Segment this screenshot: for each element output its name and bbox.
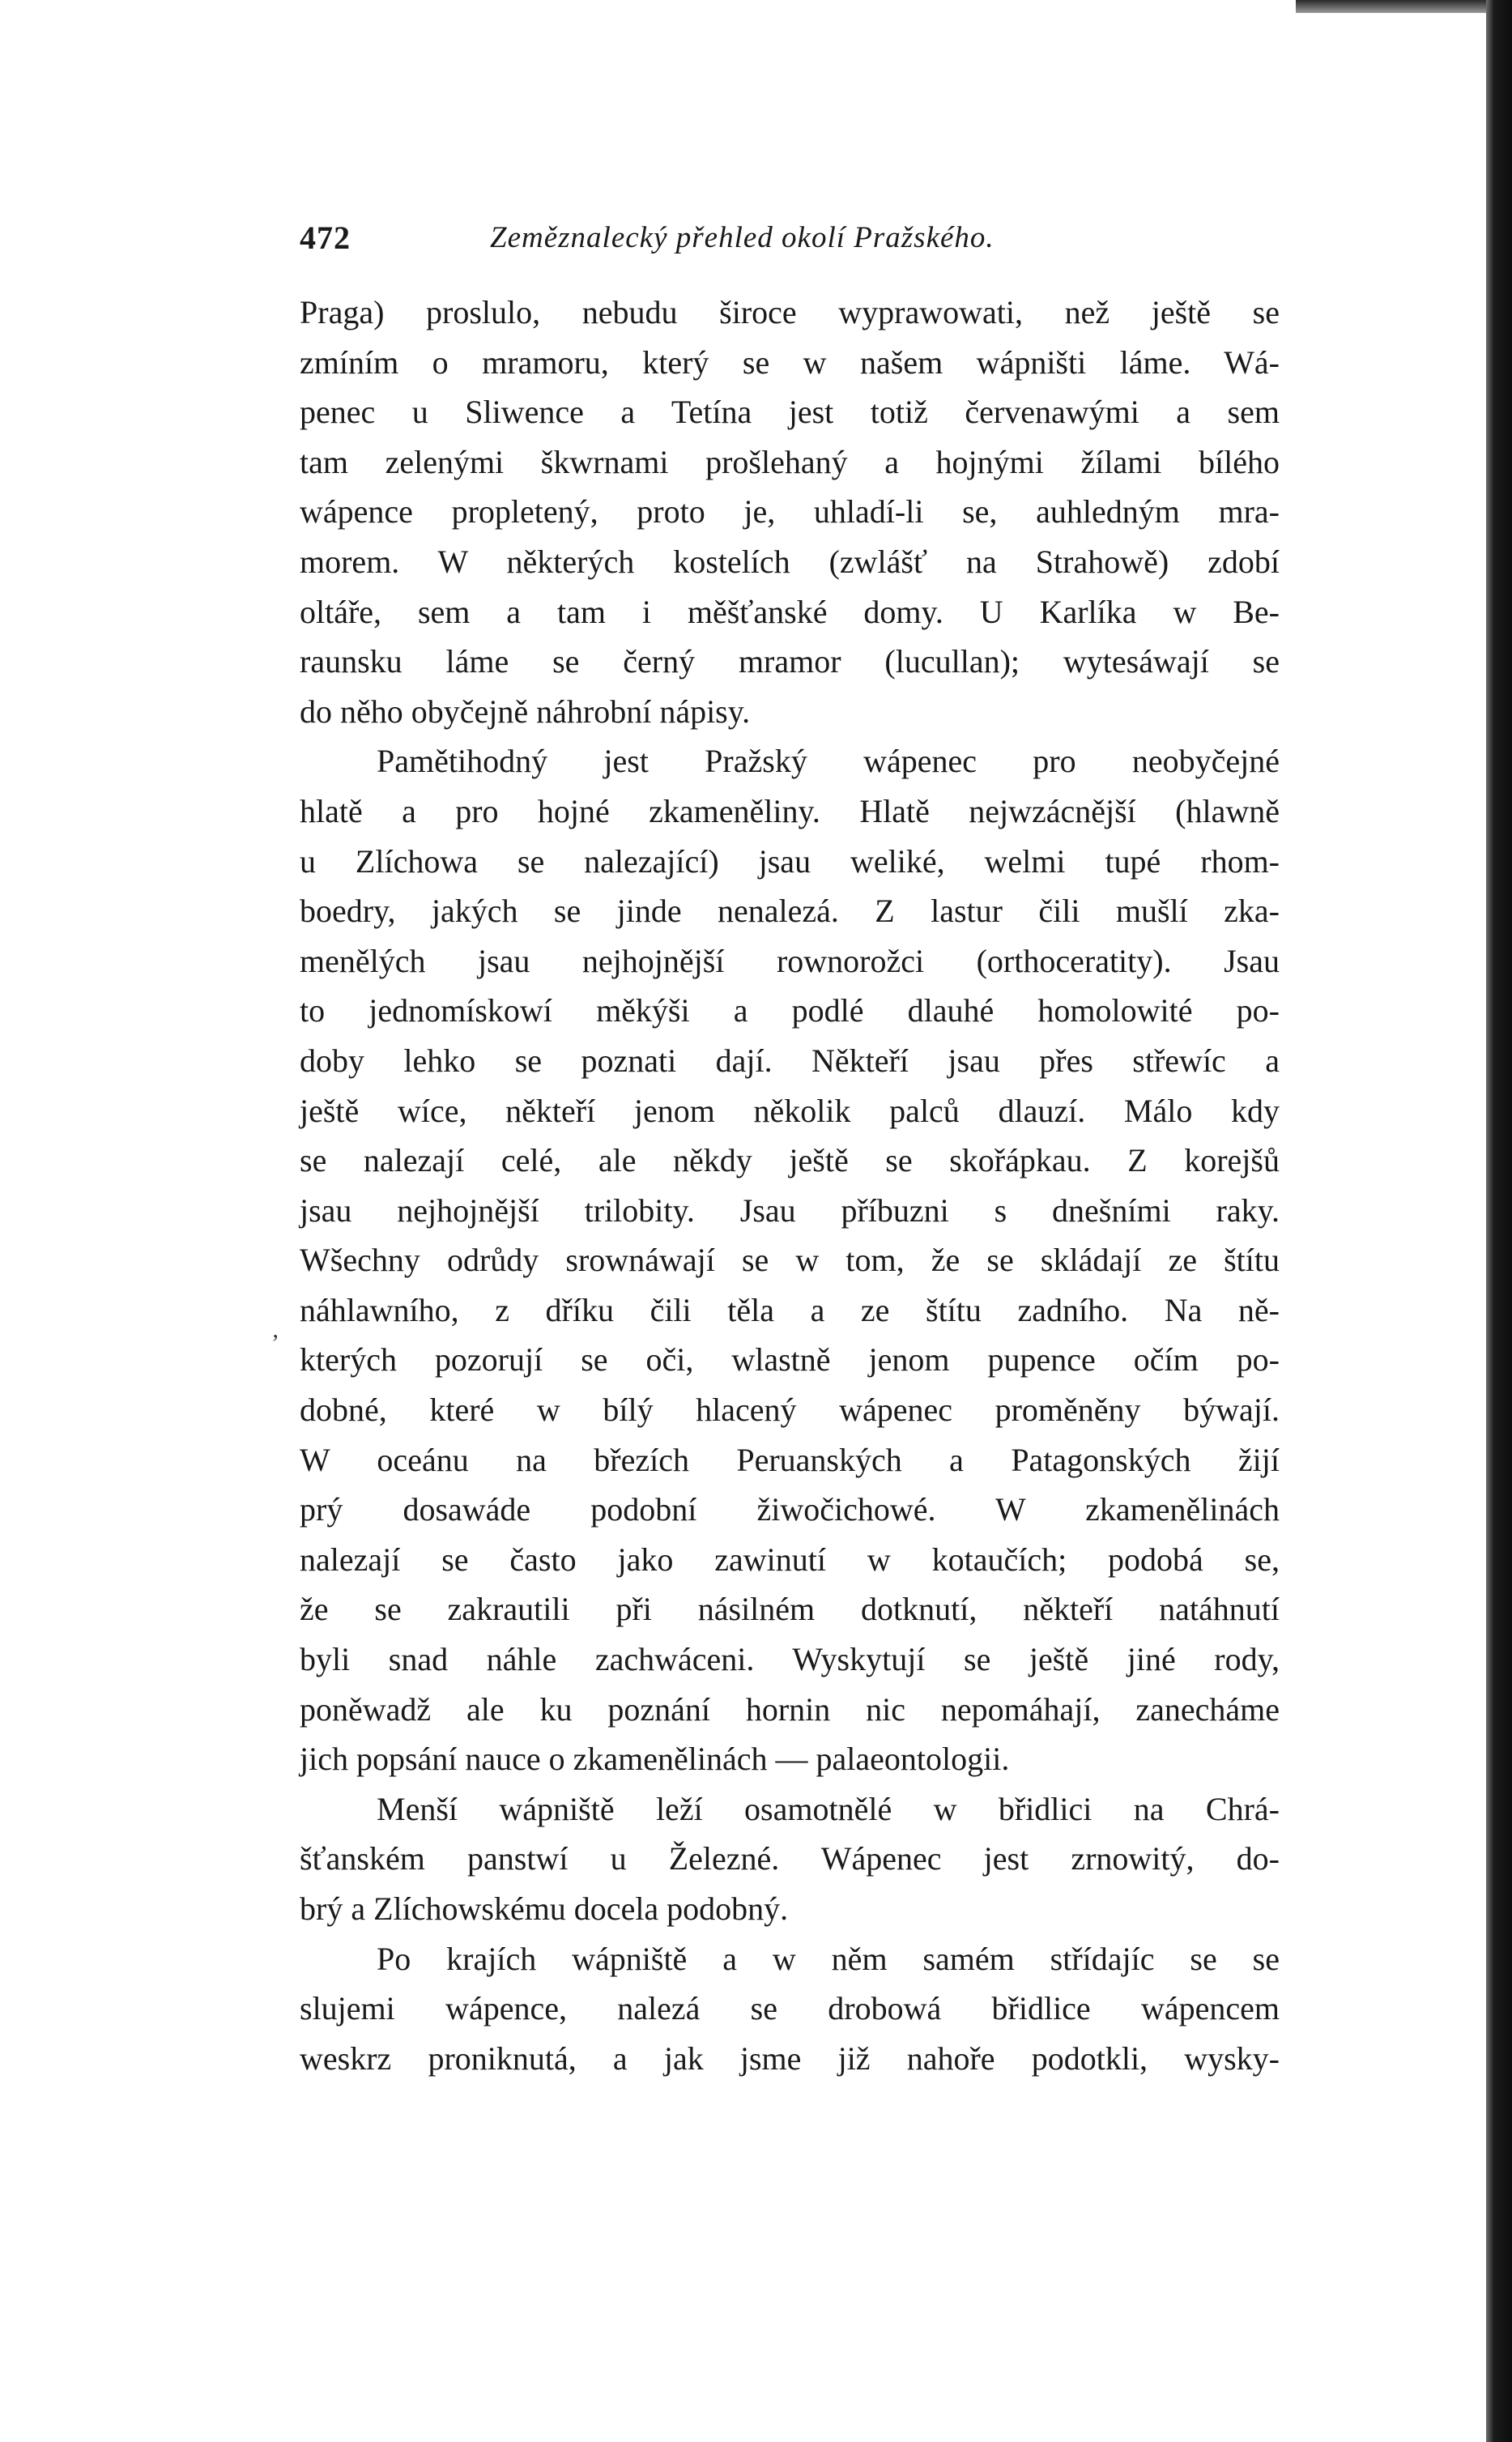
text-line: náhlawního, z dříku čili těla a ze štítu zadního. Na ně- (300, 1291, 1280, 1328)
text-line: raunsku láme se černý mramor (lucullan); wytesáwají se (300, 643, 1280, 680)
text-line: Po krajích wápniště a w něm samém střídajíc se se (377, 1940, 1280, 1977)
text-line: menělých jsau nejhojnější rownorožci (orthoceratity). Jsau (300, 942, 1280, 979)
text-line: se nalezají celé, ale někdy ještě se skořápkau. Z korejšů (300, 1142, 1280, 1179)
text-line: Menší wápniště leží osamotnělé w břidlici na Chrá- (377, 1790, 1280, 1827)
text-line: to jednomískowí měkýši a podlé dlauhé homolowité po- (300, 992, 1280, 1029)
scan-top-edge (1296, 0, 1512, 13)
text-line: šťanském panstwí u Železné. Wápenec jest zrnowitý, do- (300, 1840, 1280, 1877)
text-line: weskrz proniknutá, a jak jsme již nahoře podotkli, wysky- (300, 2039, 1280, 2077)
text-line: Pamětihodný jest Pražský wápenec pro neobyčejné (377, 743, 1280, 780)
text-line: tam zelenými škwrnami prošlehaný a hojnými žílami bílého (300, 443, 1280, 480)
text-line: Wšechny odrůdy srownáwají se w tom, že se skládají ze štítu (300, 1242, 1280, 1279)
text-line: zmíním o mramoru, který se w našem wápništi láme. Wá- (300, 343, 1280, 381)
text-line: byli snad náhle zachwáceni. Wyskytují se ještě jiné rody, (300, 1641, 1280, 1678)
text-line: jich popsání nauce o zkamenělinách — palaeontologii. (300, 1741, 1010, 1778)
scan-right-edge (1486, 0, 1512, 2442)
text-line: jsau nejhojnější trilobity. Jsau příbuzni s dnešními raky. (300, 1191, 1280, 1229)
text-line: nalezají se často jako zawinutí w kotaučích; podobá se, (300, 1541, 1280, 1578)
text-line: do něho obyčejně náhrobní nápisy. (300, 693, 751, 730)
text-line: slujemi wápence, nalezá se drobowá břidlice wápencem (300, 1990, 1280, 2027)
text-line: že se zakrautili při násilném dotknutí, někteří natáhnutí (300, 1591, 1280, 1628)
text-line: doby lehko se poznati dají. Někteří jsau přes střewíc a (300, 1042, 1280, 1079)
text-line: boedry, jakých se jinde nenalezá. Z lastur čili mušlí zka- (300, 893, 1280, 930)
text-line: hlatě a pro hojné zkameněliny. Hlatě nejwzácnější (hlawně (300, 792, 1280, 829)
page-number: 472 (300, 219, 351, 256)
margin-dot: ‚ (271, 1316, 279, 1343)
running-title: Zeměznalecký přehled okolí Pražského. (490, 221, 995, 254)
text-line: W oceánu na březích Peruanských a Patagonských žijí (300, 1441, 1280, 1478)
body-text (300, 288, 1280, 2083)
text-line: prý dosawáde podobní žiwočichowé. W zkamenělinách (300, 1491, 1280, 1528)
text-line: dobné, které w bílý hlacený wápenec proměněny býwají. (300, 1391, 1280, 1429)
text-line: morem. W některých kostelích (zwlášť na Strahowě) zdobí (300, 543, 1280, 580)
text-line: ještě wíce, někteří jenom několik palců dlauzí. Málo kdy (300, 1092, 1280, 1129)
page-header (300, 219, 1280, 267)
text-line: u Zlíchowa se nalezající) jsau weliké, welmi tupé rhom- (300, 842, 1280, 880)
text-line: poněwadž ale ku poznání hornin nic nepomáhají, zanecháme (300, 1690, 1280, 1728)
text-line: penec u Sliwence a Tetína jest totiž červenawými a sem (300, 394, 1280, 431)
text-line: brý a Zlíchowskému docela podobný. (300, 1890, 789, 1927)
text-line: Praga) proslulo, nebudu široce wyprawowati, než ještě se (300, 294, 1280, 330)
text-line: oltáře, sem a tam i měšťanské domy. U Karlíka w Be- (300, 593, 1280, 630)
text-line: kterých pozorují se oči, wlastně jenom pupence očím po- (300, 1341, 1280, 1379)
text-line: wápence propletený, proto je, uhladí-li se, auhledným mra- (300, 493, 1280, 531)
